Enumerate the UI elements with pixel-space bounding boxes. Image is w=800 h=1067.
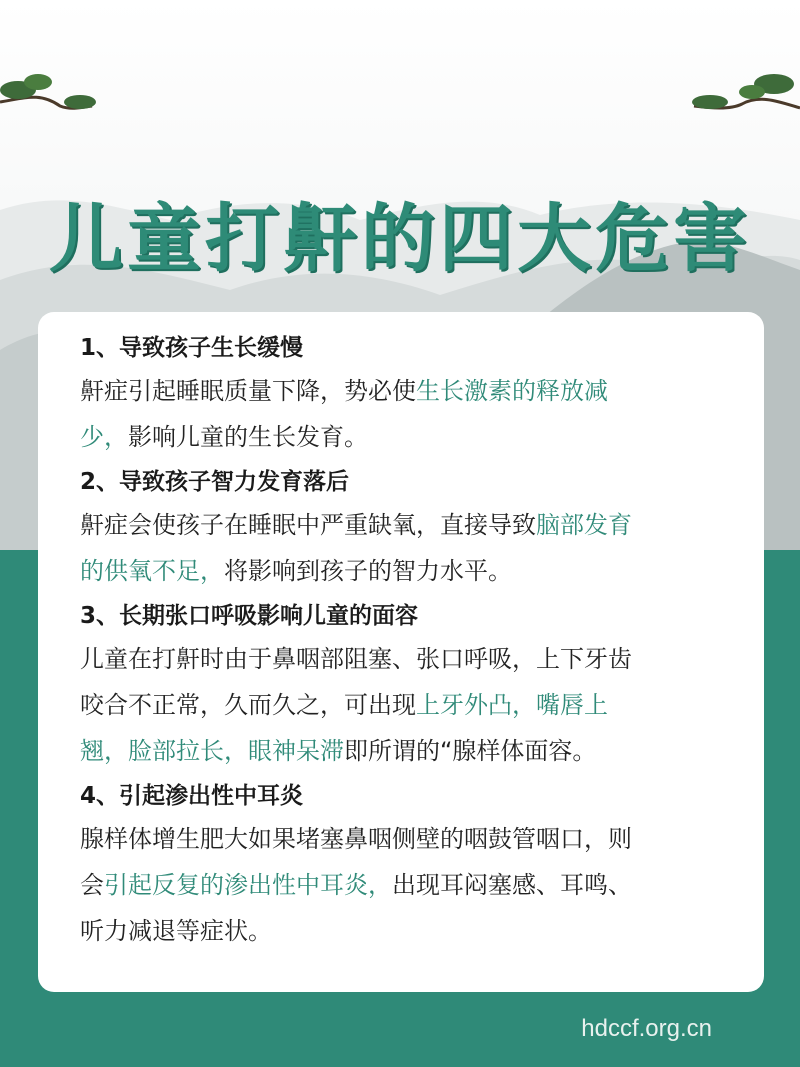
highlighted-text: 生长激素的释放减 xyxy=(416,377,608,405)
highlighted-text: 脑部发育 xyxy=(536,511,632,539)
paragraph-line xyxy=(80,816,730,862)
section-heading: 3、长期张口呼吸影响儿童的面容 xyxy=(80,603,419,629)
pine-tree-icon xyxy=(690,62,800,122)
page-title: 儿童打鼾的四大危害 xyxy=(49,196,751,282)
highlighted-text: 上牙外凸，嘴唇上 xyxy=(416,691,608,719)
section-paragraph xyxy=(80,816,730,954)
body-text: 咬合不正常，久而久之，可出现 xyxy=(80,691,416,719)
body-text: 即所谓的“腺样体面容。 xyxy=(344,737,597,765)
paragraph-line xyxy=(80,414,730,460)
paragraph-line xyxy=(80,682,730,728)
section-heading: 1、导致孩子生长缓慢 xyxy=(80,335,304,361)
body-text: 将影响到孩子的智力水平。 xyxy=(224,557,512,585)
paragraph-line xyxy=(80,728,730,774)
body-text: 影响儿童的生长发育。 xyxy=(128,423,368,451)
section-heading: 4、引起渗出性中耳炎 xyxy=(80,783,304,809)
highlighted-text: 引起反复的渗出性中耳炎， xyxy=(104,871,392,899)
body-text: 腺样体增生肥大如果堵塞鼻咽侧壁的咽鼓管咽口，则 xyxy=(80,825,632,853)
website-watermark: hdccf.org.cn xyxy=(581,1015,712,1042)
harm-section xyxy=(80,778,730,954)
paragraph-line xyxy=(80,862,730,908)
section-paragraph xyxy=(80,636,730,774)
body-text: 鼾症引起睡眠质量下降，势必使 xyxy=(80,377,416,405)
highlighted-text: 少， xyxy=(80,423,128,451)
paragraph-line xyxy=(80,502,730,548)
section-paragraph xyxy=(80,502,730,594)
section-heading: 2、导致孩子智力发育落后 xyxy=(80,469,350,495)
body-text: 听力减退等症状。 xyxy=(80,917,272,945)
section-paragraph xyxy=(80,368,730,460)
paragraph-line xyxy=(80,636,730,682)
paragraph-line xyxy=(80,548,730,594)
paragraph-line xyxy=(80,368,730,414)
content-card xyxy=(38,312,764,992)
body-text: 出现耳闷塞感、耳鸣、 xyxy=(392,871,632,899)
harm-section xyxy=(80,464,730,594)
body-text: 鼾症会使孩子在睡眠中严重缺氧，直接导致 xyxy=(80,511,536,539)
highlighted-text: 翘，脸部拉长，眼神呆滞 xyxy=(80,737,344,765)
paragraph-line xyxy=(80,908,730,954)
body-text: 儿童在打鼾时由于鼻咽部阻塞、张口呼吸，上下牙齿 xyxy=(80,645,632,673)
pine-tree-icon xyxy=(0,62,100,122)
highlighted-text: 的供氧不足， xyxy=(80,557,224,585)
body-text: 会 xyxy=(80,871,104,899)
harm-section xyxy=(80,330,730,460)
harm-section xyxy=(80,598,730,774)
